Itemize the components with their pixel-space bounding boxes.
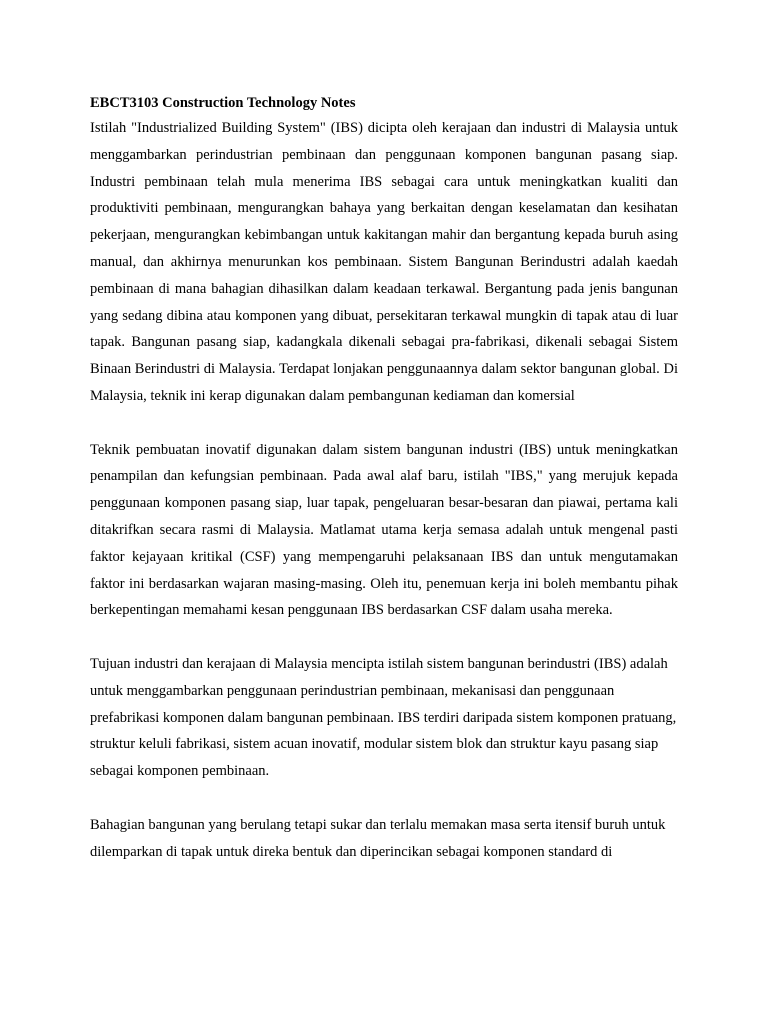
paragraph-gap [90, 785, 678, 812]
paragraph-1: Istilah "Industrialized Building System" (IBS) dicipta oleh kerajaan dan industri di Malaysia untuk menggambarkan perindustrian pembinaan dan penggunaan komponen bangunan pasang siap. Industri pembinaan telah mula menerima IBS sebagai cara untuk meningkatkan kualiti dan produktiviti pembinaan, mengurangkan bahaya yang berkaitan dengan keselamatan dan kesihatan pekerjaan, mengurangkan kebimbangan untuk kakitangan mahir dan bergantung kepada buruh asing manual, dan akhirnya menurunkan kos pembinaan. Sistem Bangunan Berindustri adalah kaedah pembinaan di mana bahagian dihasilkan dalam keadaan terkawal. Bergantung pada jenis bangunan yang sedang dibina atau komponen yang dibuat, persekitaran terkawal mungkin di tapak atau di luar tapak. Bangunan pasang siap, kadangkala dikenali sebagai pra-fabrikasi, dikenali sebagai Sistem Binaan Berindustri di Malaysia. Terdapat lonjakan penggunaannya dalam sektor bangunan global. Di Malaysia, teknik ini kerap digunakan dalam pembangunan kediaman dan komersial [90, 120, 678, 404]
paragraph-3: Tujuan industri dan kerajaan di Malaysia mencipta istilah sistem bangunan berindustri (IBS) adalah untuk menggambarkan penggunaan perindustrian pembinaan, mekanisasi dan penggunaan prefabrikasi komponen dalam bangunan pembinaan. IBS terdiri daripada sistem komponen pratuang, struktur keluli fabrikasi, sistem acuan inovatif, modular sistem blok dan struktur kayu pasang siap sebagai komponen pembinaan. [90, 655, 677, 780]
paragraph-gap [90, 624, 678, 651]
paragraph-2: Teknik pembuatan inovatif digunakan dalam sistem bangunan industri (IBS) untuk meningkatkan penampilan dan kefungsian pembinaan. Pada awal alaf baru, istilah "IBS," yang merujuk kepada penggunaan komponen pasang siap, luar tapak, pengeluaran besar-besaran dan piawai, pertama kali ditakrifkan secara rasmi di Malaysia. Matlamat utama kerja semasa adalah untuk mengenal pasti faktor kejayaan kritikal (CSF) yang mempengaruhi pelaksanaan IBS dan untuk mengutamakan faktor ini berdasarkan wajaran masing-masing. Oleh itu, penemuan kerja ini boleh membantu pihak berkepentingan memahami kesan penggunaan IBS berdasarkan CSF dalam usaha mereka. [90, 441, 678, 619]
document-title: EBCT3103 Construction Technology Notes [90, 95, 356, 111]
document-page [90, 91, 678, 865]
paragraph-4: Bahagian bangunan yang berulang tetapi sukar dan terlalu memakan masa serta itensif buruh untuk dilemparkan di tapak untuk direka bentuk dan diperincikan sebagai komponen standard di [90, 816, 666, 860]
paragraph-gap [90, 410, 678, 437]
